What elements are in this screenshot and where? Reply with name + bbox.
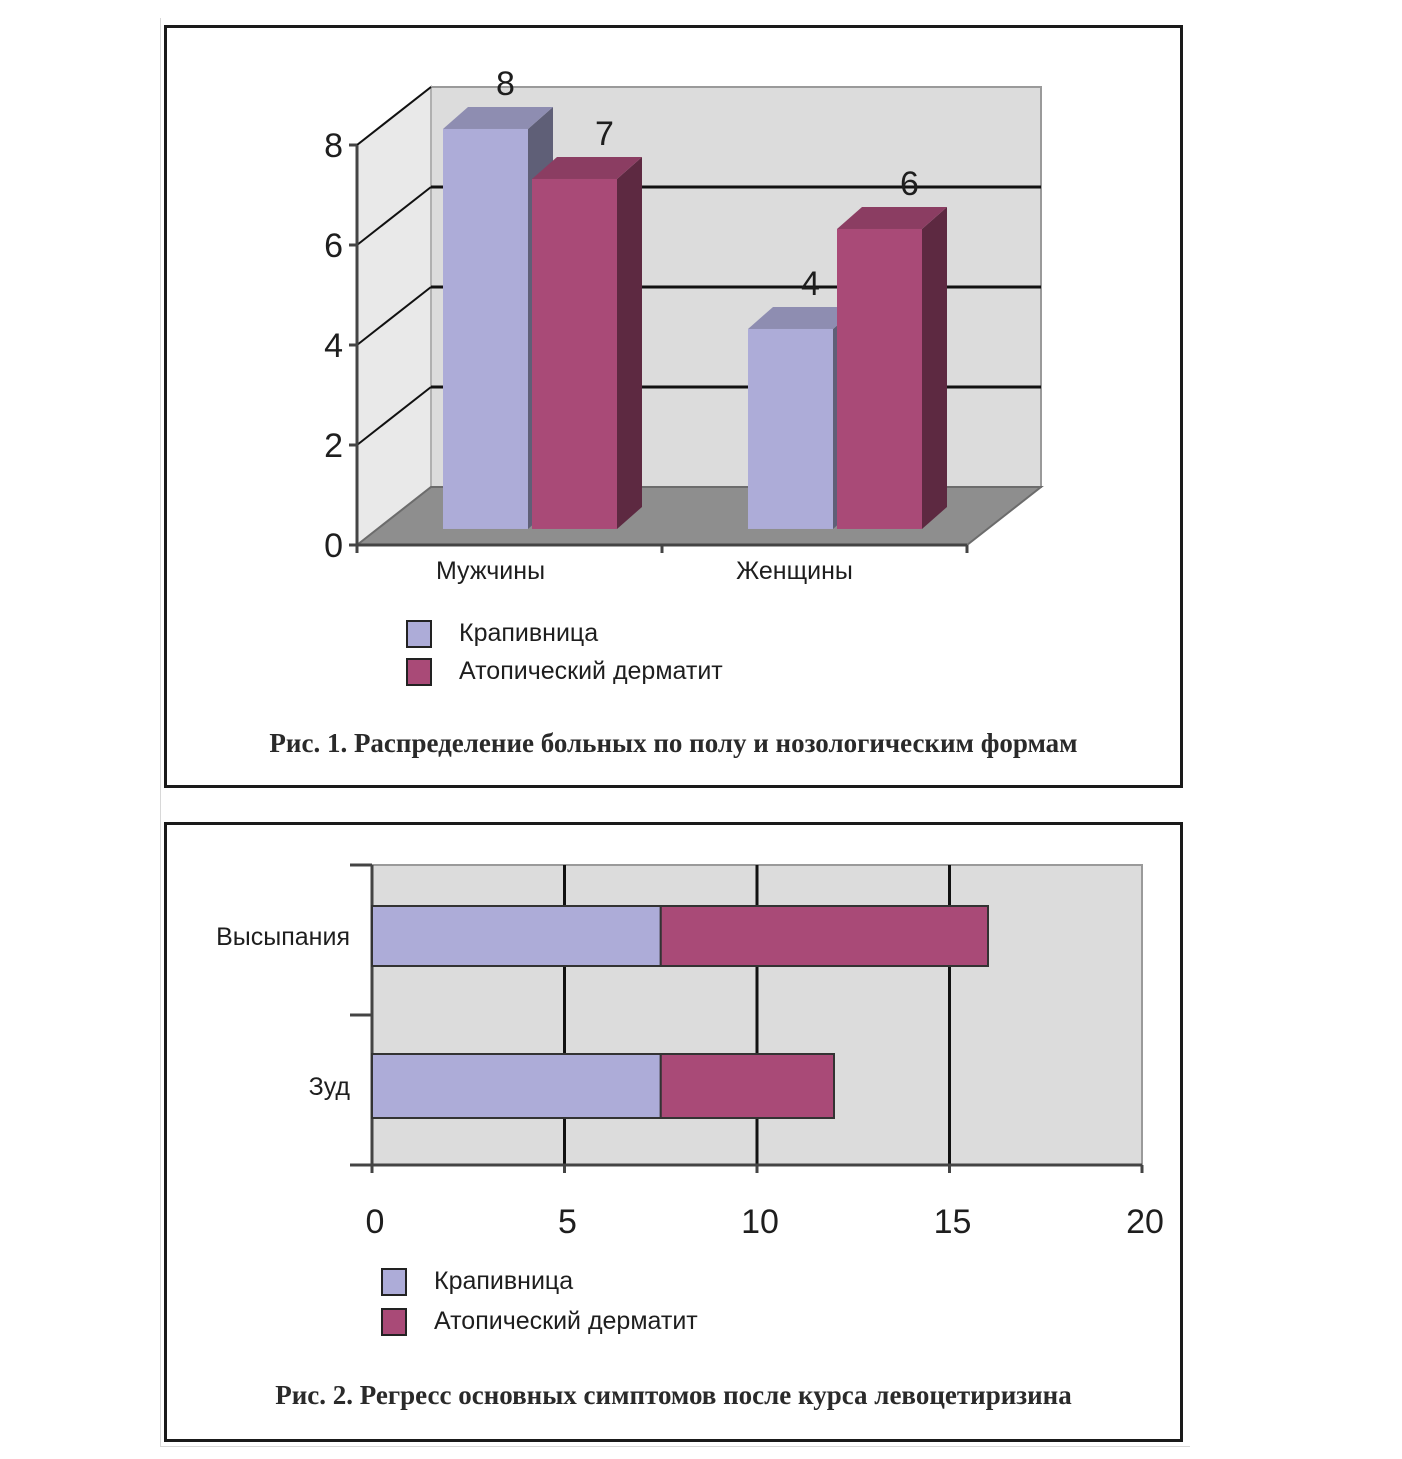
legend-swatch [407,659,431,685]
bar [532,179,617,529]
bar-segment [372,906,661,966]
data-label: 6 [900,164,919,203]
chart-2 [167,825,1180,1375]
x-tick-label: 15 [933,1203,972,1241]
bar [837,229,922,529]
y-tick-label: 4 [324,327,343,365]
figure-2 [164,822,1183,1442]
y-category-label: Зуд [308,1073,350,1101]
bar [443,129,528,529]
y-tick-label: 8 [324,127,343,165]
legend-label: Атопический дерматит [434,1307,698,1335]
x-tick-label: 5 [558,1203,577,1241]
x-category-label: Мужчины [435,557,546,585]
x-category-label: Женщины [736,557,853,585]
y-tick-label: 0 [324,527,343,565]
legend-label: Крапивница [434,1267,574,1295]
figure-1 [164,25,1183,788]
legend-label: Крапивница [459,619,599,647]
page-left-rule [160,18,161,1446]
legend-swatch [382,1309,406,1335]
chart-1 [167,28,1180,718]
figure-1-caption: Рис. 1. Распределение больных по полу и нозологическим формам [269,728,1078,758]
data-label: 7 [595,114,614,153]
bar-segment [661,1054,834,1118]
bar-side [922,207,947,529]
bar-segment [372,1054,661,1118]
x-tick-label: 0 [365,1203,385,1241]
y-tick-label: 6 [324,227,343,265]
x-tick-label: 20 [1126,1203,1164,1241]
y-tick-label: 2 [324,427,343,465]
bar [748,329,833,529]
bar-side [617,157,642,529]
data-label: 4 [801,264,820,303]
bar-segment [661,906,988,966]
legend-swatch [407,621,431,647]
data-label: 8 [496,64,515,103]
y-category-label: Высыпания [216,923,350,951]
x-tick-label: 10 [741,1203,779,1241]
page-bottom-rule [160,1446,1190,1447]
legend-swatch [382,1269,406,1295]
legend-label: Атопический дерматит [459,657,723,685]
figure-2-caption: Рис. 2. Регресс основных симптомов после курса левоцетиризина [275,1380,1072,1410]
